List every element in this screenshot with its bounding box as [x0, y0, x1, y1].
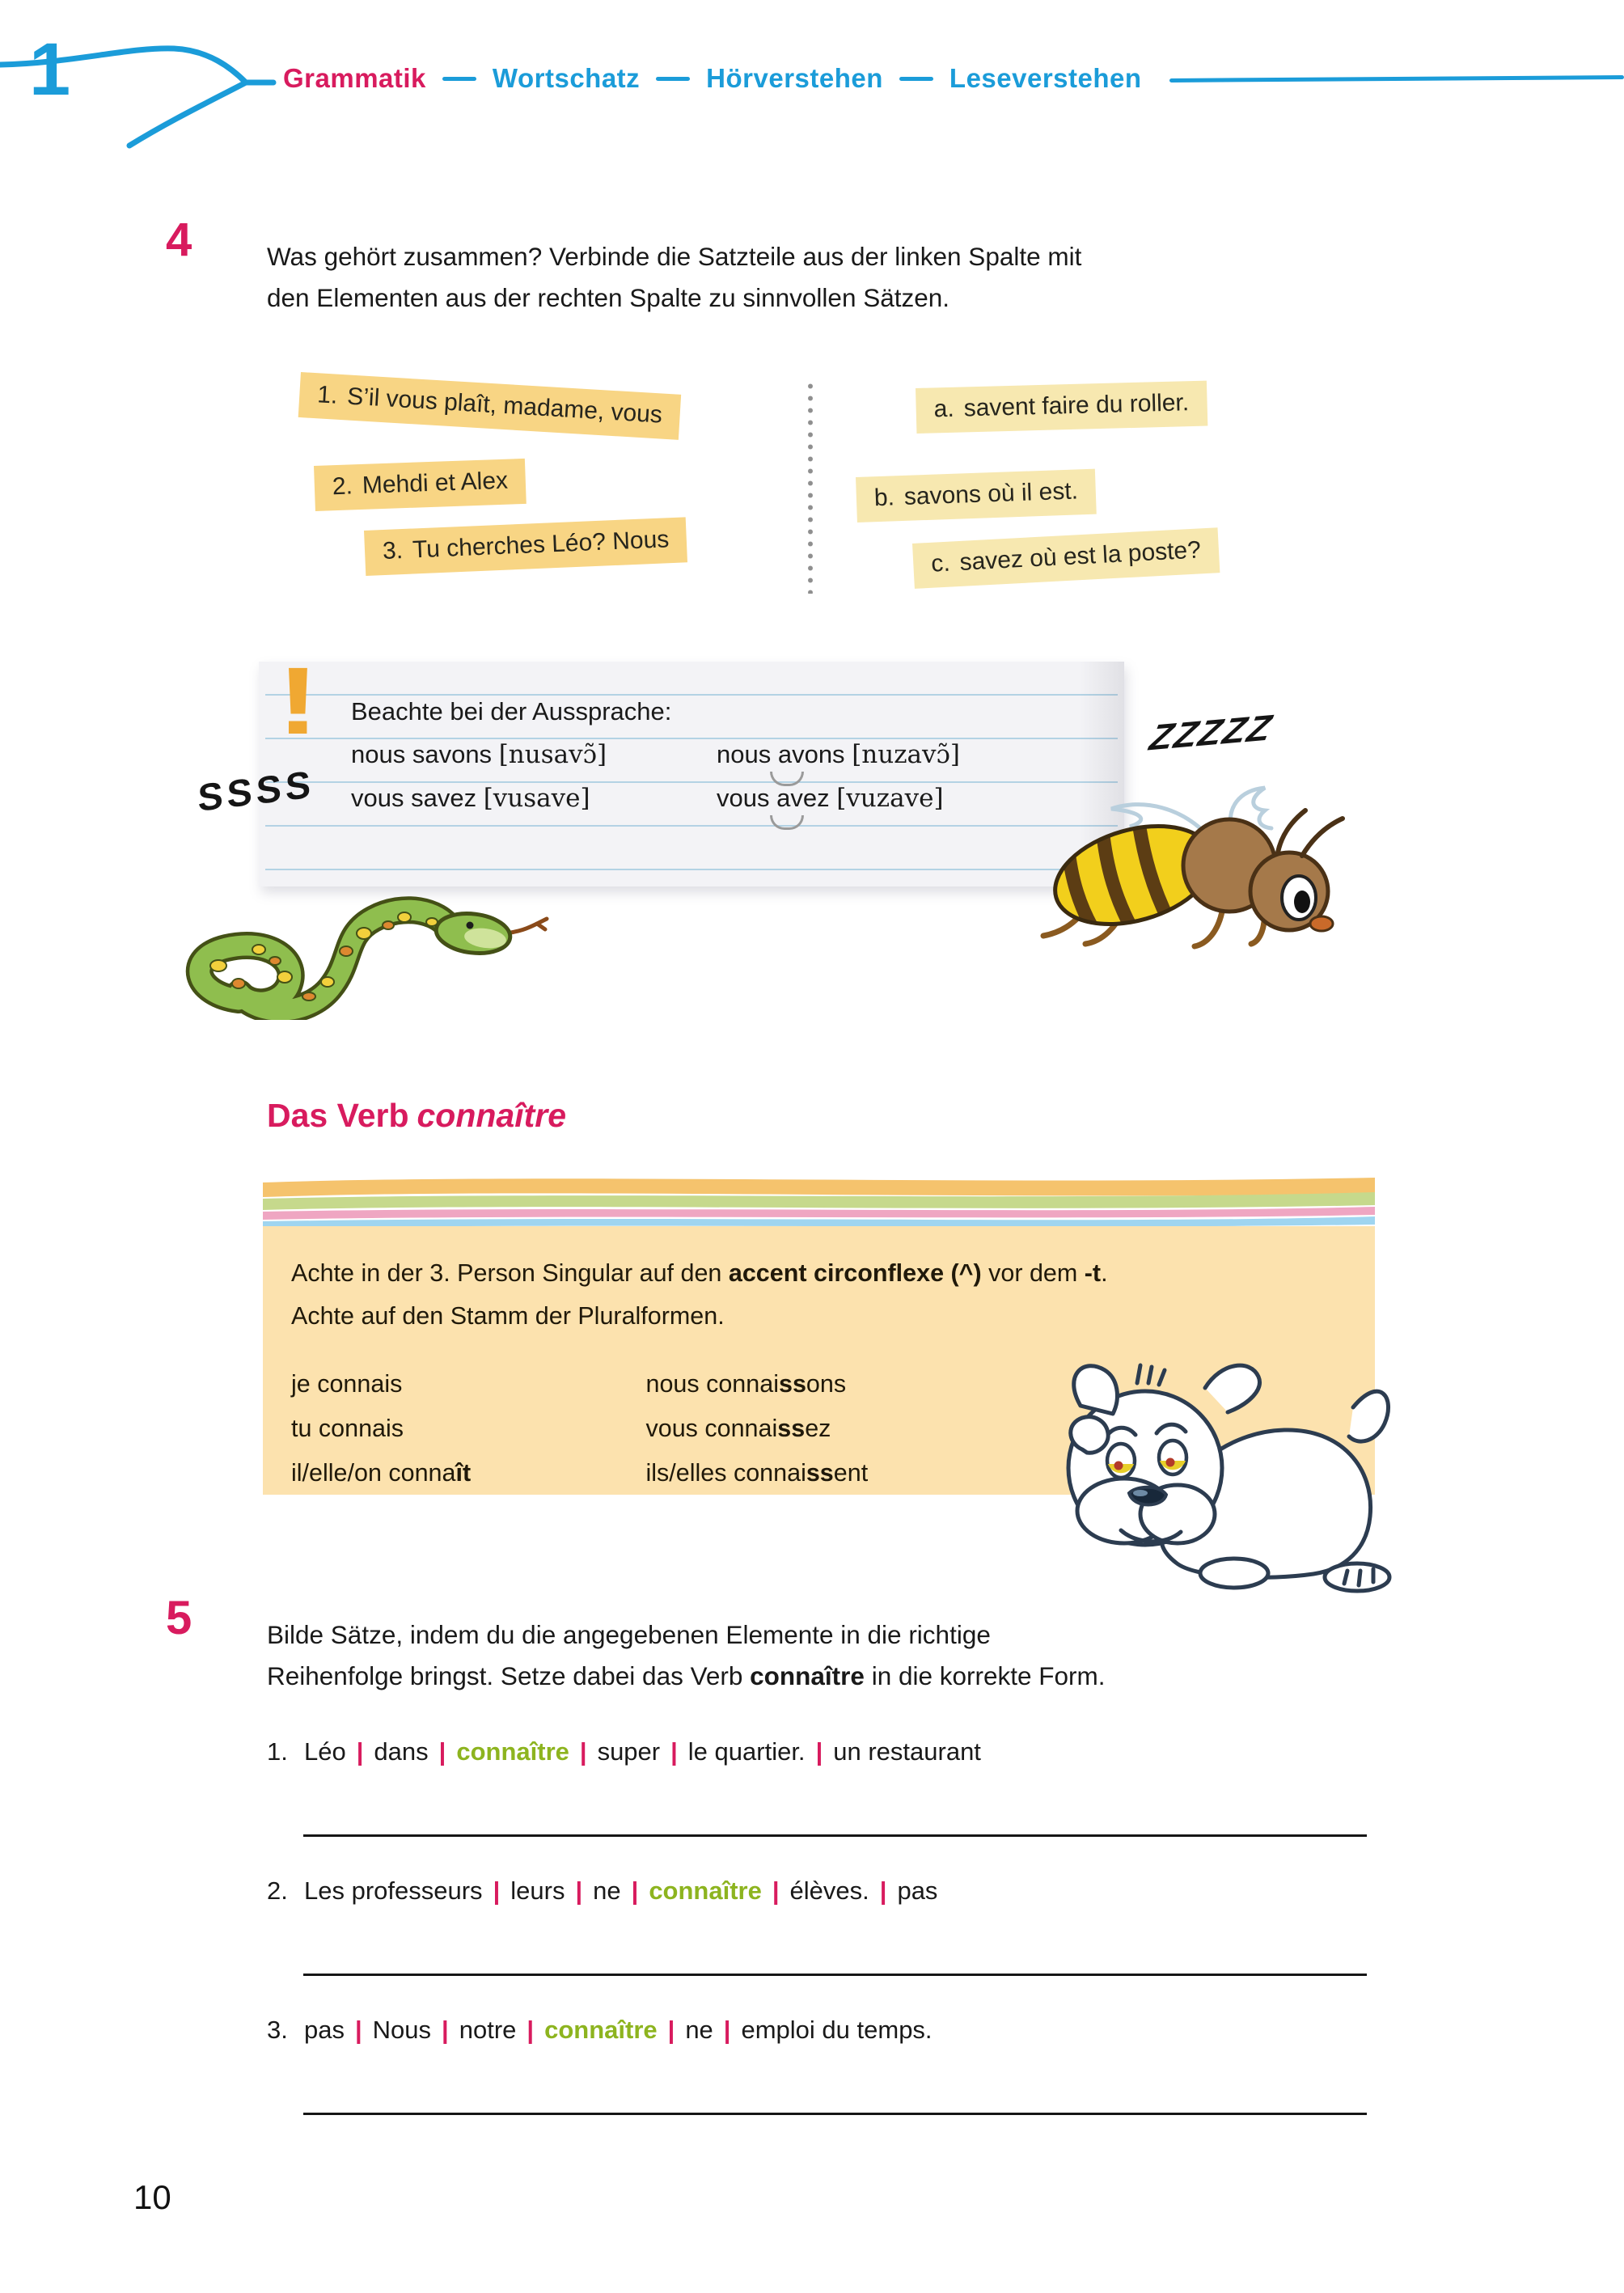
bee-illustration	[1021, 770, 1393, 960]
word: pas	[897, 1876, 938, 1905]
word-separator: |	[354, 2016, 362, 2044]
phrase: nous savons	[351, 740, 493, 768]
rule-text: .	[1101, 1259, 1108, 1287]
word-verb: connaître	[649, 1876, 762, 1905]
exercise5-number: 5	[166, 1592, 192, 1644]
exercise5-instruction-line1: Bilde Sätze, indem du die angegebenen Elemente in die richtige	[267, 1620, 991, 1649]
header-nav	[283, 63, 1624, 94]
conj-form: ils/elles connai	[645, 1459, 806, 1487]
word-separator: |	[579, 1737, 587, 1766]
liaison-arc	[770, 815, 804, 830]
info-box-rules	[291, 1252, 1108, 1338]
word: dans	[374, 1737, 429, 1766]
exercise4-instruction-line1: Was gehört zusammen? Verbinde die Satzteile aus der linken Spalte mit	[267, 242, 1082, 271]
item-number: b.	[873, 484, 895, 512]
ipa: [nusavɔ̃]	[498, 740, 607, 769]
nav-item-wortschatz: Wortschatz	[492, 63, 641, 93]
word: notre	[459, 2016, 517, 2044]
item-text: Tu cherches Léo? Nous	[412, 526, 670, 564]
item-text: savent faire du roller.	[963, 389, 1190, 422]
conj-form: ons	[806, 1370, 847, 1398]
exercise5-instruction-line2	[267, 1656, 1367, 1697]
match-left-item-1[interactable]	[298, 372, 682, 440]
word-separator: |	[670, 1737, 678, 1766]
match-left-item-2[interactable]	[314, 459, 527, 511]
word-separator: |	[879, 1876, 887, 1905]
ipa: [vuzave]	[836, 784, 944, 813]
phrase: nous avons	[717, 740, 845, 768]
conjugation-row	[291, 1362, 868, 1407]
word: le quartier.	[687, 1737, 806, 1766]
word: leurs	[510, 1876, 565, 1905]
word: Léo	[304, 1737, 346, 1766]
word: Les professeurs	[304, 1876, 483, 1905]
item-number: c.	[930, 549, 951, 577]
exercise4-number: 4	[166, 214, 192, 266]
word-separator: |	[723, 2016, 731, 2044]
word: élèves.	[789, 1876, 869, 1905]
word: un restaurant	[833, 1737, 981, 1766]
nav-trailing-line	[1169, 75, 1624, 82]
conj-bold: ît	[455, 1459, 472, 1487]
snake-sound-text: SSSS	[197, 761, 315, 820]
word-verb: connaître	[456, 1737, 569, 1766]
instr-text: Reihenfolge bringst. Setze dabei das Verb	[267, 1661, 751, 1690]
match-right-item-c[interactable]	[912, 527, 1220, 589]
item-number: 1.	[316, 381, 339, 409]
item-number: 2.	[332, 472, 353, 501]
item-number: 3.	[267, 2016, 288, 2044]
column-divider-dotted	[808, 380, 813, 594]
item-text: S’il vous plaît, madame, vous	[346, 383, 663, 429]
word-separator: |	[815, 1737, 823, 1766]
conj-bold: ss	[806, 1459, 834, 1487]
scramble-item-2	[267, 1876, 937, 1906]
word-separator: |	[667, 2016, 675, 2044]
ruled-line	[265, 738, 1118, 739]
word: emploi du temps.	[741, 2016, 933, 2044]
nav-item-hoerverstehen: Hörverstehen	[706, 63, 883, 93]
nav-separator	[899, 77, 933, 81]
conj-form: ent	[833, 1459, 869, 1487]
match-right-item-a[interactable]	[916, 381, 1207, 434]
rule-bold: -t	[1084, 1259, 1102, 1287]
conj-bold: ss	[778, 1370, 806, 1398]
unit-number: 1	[29, 28, 71, 111]
answer-line-3[interactable]	[303, 2113, 1367, 2115]
item-text: savons où il est.	[903, 477, 1079, 510]
item-text: Mehdi et Alex	[362, 467, 509, 499]
section-heading-prefix: Das Verb	[267, 1097, 409, 1134]
exercise5-instruction	[267, 1614, 1367, 1697]
rule-line-2: Achte auf den Stamm der Pluralformen.	[291, 1302, 725, 1330]
nav-separator	[656, 77, 690, 81]
rule-bold: accent circonflexe (^)	[728, 1259, 982, 1287]
word-verb: connaître	[544, 2016, 658, 2044]
item-number: a.	[933, 395, 955, 423]
nav-item-grammatik: Grammatik	[283, 63, 426, 93]
match-right-item-b[interactable]	[856, 469, 1097, 522]
item-text: savez où est la poste?	[958, 536, 1202, 576]
note-title: Beachte bei der Aussprache:	[351, 697, 672, 726]
word-separator: |	[575, 1876, 583, 1905]
word-separator: |	[631, 1876, 639, 1905]
ipa: [vusave]	[483, 784, 590, 813]
rule-text: Achte in der 3. Person Singular auf den	[291, 1259, 729, 1287]
ruled-line	[265, 781, 1118, 783]
scramble-item-3	[267, 2016, 933, 2045]
nav-separator	[442, 77, 476, 81]
word: super	[597, 1737, 661, 1766]
conj-form: ez	[805, 1415, 831, 1442]
conj-form: vous connai	[645, 1415, 778, 1442]
pronunciation-row-2	[351, 784, 944, 813]
word: pas	[304, 2016, 345, 2044]
conj-form: je connais	[291, 1370, 403, 1398]
conjugation-row	[291, 1451, 868, 1496]
word: ne	[685, 2016, 713, 2044]
instr-verb-bold: connaître	[750, 1661, 865, 1690]
exercise4-instruction	[267, 236, 1351, 319]
scramble-item-1	[267, 1737, 981, 1766]
word-separator: |	[438, 1737, 446, 1766]
exercise4-instruction-line2: den Elementen aus der rechten Spalte zu sinnvollen Sätzen.	[267, 283, 950, 312]
ipa: [nuzavɔ̃]	[852, 740, 960, 769]
item-number: 1.	[267, 1737, 288, 1766]
ruled-line	[265, 694, 1118, 696]
section-heading-verb: connaître	[417, 1097, 567, 1134]
item-number: 2.	[267, 1876, 288, 1905]
pronunciation-row-1	[351, 740, 960, 769]
rule-text: vor dem	[981, 1259, 1085, 1287]
phrase: vous avez	[717, 784, 830, 812]
nav-item-leseverstehen: Leseverstehen	[949, 63, 1142, 93]
conjugation-row	[291, 1407, 868, 1451]
answer-line-2[interactable]	[303, 1974, 1367, 1976]
match-left-item-3[interactable]	[364, 517, 687, 576]
conjugation-table	[291, 1362, 868, 1496]
instr-text: in die korrekte Form.	[864, 1661, 1106, 1690]
bee-sound-text: ZZZZZ	[1146, 706, 1277, 759]
word: Nous	[372, 2016, 432, 2044]
item-number: 3.	[382, 537, 404, 565]
page-number: 10	[133, 2178, 171, 2216]
exclamation-icon: !	[277, 648, 320, 755]
word-separator: |	[527, 2016, 535, 2044]
section-heading	[267, 1097, 566, 1135]
phrase: vous savez	[351, 784, 477, 812]
info-box-stripes	[263, 1173, 1375, 1229]
conj-form: tu connais	[291, 1415, 404, 1442]
snake-illustration	[162, 838, 550, 1020]
conj-form: il/elle/on conna	[291, 1459, 456, 1487]
ruled-line	[265, 825, 1118, 827]
word: ne	[593, 1876, 621, 1905]
answer-line-1[interactable]	[303, 1834, 1367, 1837]
word-separator: |	[356, 1737, 364, 1766]
word-separator: |	[772, 1876, 780, 1905]
conj-bold: ss	[777, 1415, 806, 1442]
word-separator: |	[493, 1876, 501, 1905]
rule-line-1	[291, 1252, 1108, 1295]
dog-illustration	[1034, 1326, 1398, 1630]
conj-form: nous connai	[645, 1370, 779, 1398]
word-separator: |	[442, 2016, 449, 2044]
